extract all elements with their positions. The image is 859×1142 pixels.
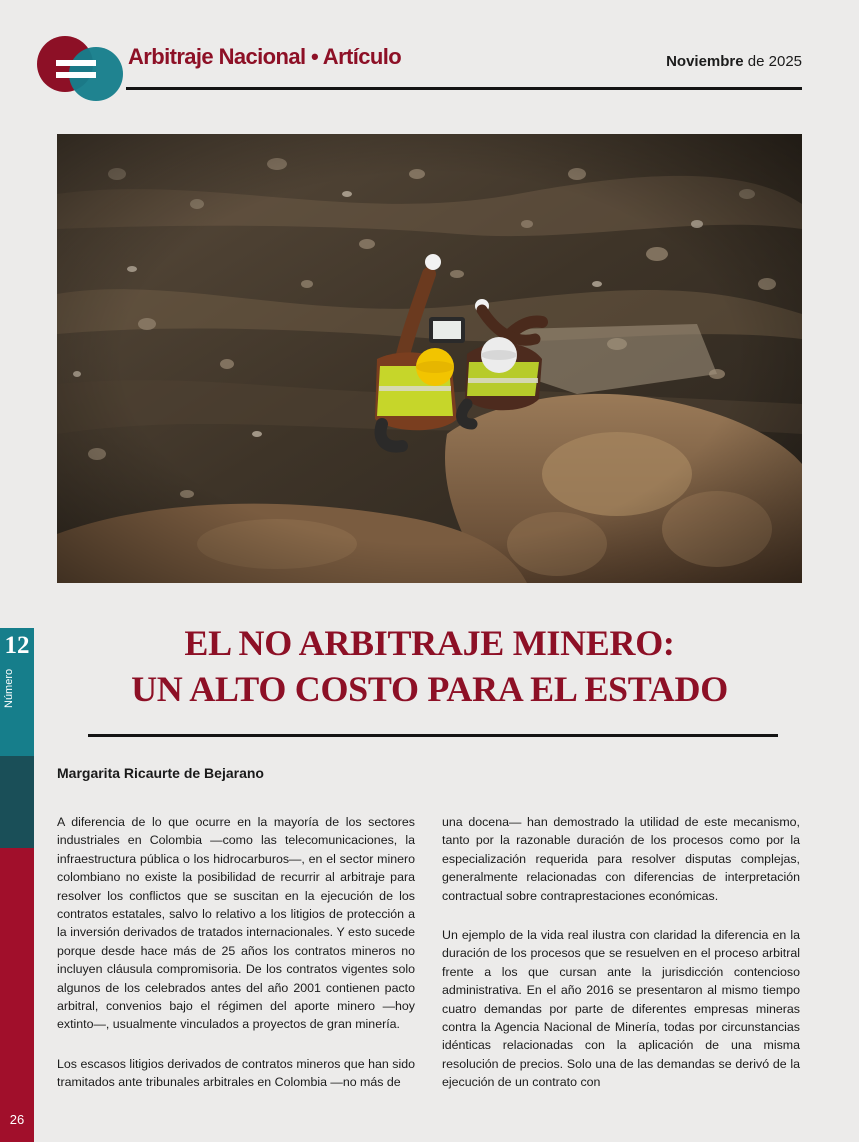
body-column-left (57, 813, 415, 1113)
body-paragraph: una docena— han demostrado la utilidad de este mecanismo, tanto por la razonable duración de los procesos como por la especialización requerida para resolver disputas complejas, generalmente relacionadas con diferencias de interpretación contractual sobre contraprestaciones económicas. (442, 815, 800, 903)
issue-year: de 2025 (743, 53, 802, 70)
header-rule (126, 87, 802, 90)
article-author: Margarita Ricaurte de Bejarano (57, 765, 264, 781)
side-tab-dark-block (0, 756, 34, 848)
body-paragraph: A diferencia de lo que ocurre en la mayoría de los sectores industriales en Colombia —como las telecomunicaciones, la infraestructura pública o los hidrocarburos—, en el sector minero colombiano no existe la posibilidad de recurrir al arbitraje para resolver los conflictos que se suscitan en la ejecución de los contratos estatales, salvo lo relativo a los litigios de protección a la inversión derivados de tratados internacionales. Y esto sucede porque desde hace más de 25 años los contratos mineros no incluyen cláusula compromisoria. De los contratos vigentes solo algunos de los celebrados antes del año 2001 contienen pacto arbitral, convenios bajo el régimen del aporte minero —hoy extinto—, usualmente vinculados a proyectos de gran minería. (57, 815, 415, 1032)
article-title-line-1: EL NO ARBITRAJE MINERO: (184, 623, 675, 663)
title-rule (88, 734, 778, 737)
hero-photo (57, 134, 802, 583)
article-title-line-2: UN ALTO COSTO PARA EL ESTADO (131, 669, 728, 709)
body-paragraph: Los escasos litigios derivados de contratos mineros que han sido tramitados ante tribunales arbitrales en Colombia —no más de (57, 1056, 415, 1090)
logo-icon (34, 34, 126, 104)
side-tab-red-block (0, 848, 34, 1142)
quarry-workers-illustration (57, 134, 802, 583)
issue-number: 12 (4, 632, 30, 659)
section-title: Arbitraje Nacional • Artículo (128, 44, 402, 69)
issue-label: Número (3, 668, 15, 708)
page-number: 26 (9, 1112, 25, 1127)
article-title (57, 620, 802, 712)
issue-month: Noviembre (666, 53, 744, 70)
publication-logo (34, 34, 126, 104)
issue-date (666, 53, 802, 70)
side-tab-teal-block (0, 628, 34, 756)
body-paragraph: Un ejemplo de la vida real ilustra con claridad la diferencia en la duración de los procesos que se resuelven en el proceso arbitral frente a los que cursan ante la jurisdicción contencioso administrativa. En el año 2016 se presentaron al mismo tiempo cuatro demandas por parte de diferentes empresas mineras contra la Agencia Nacional de Minería, todas por circunstancias idénticas relacionadas con la aplicación de una misma resolución de precios. Solo una de las demandas se derivó de la ejecución de un contrato con (442, 928, 800, 1090)
body-column-right (442, 813, 800, 1113)
